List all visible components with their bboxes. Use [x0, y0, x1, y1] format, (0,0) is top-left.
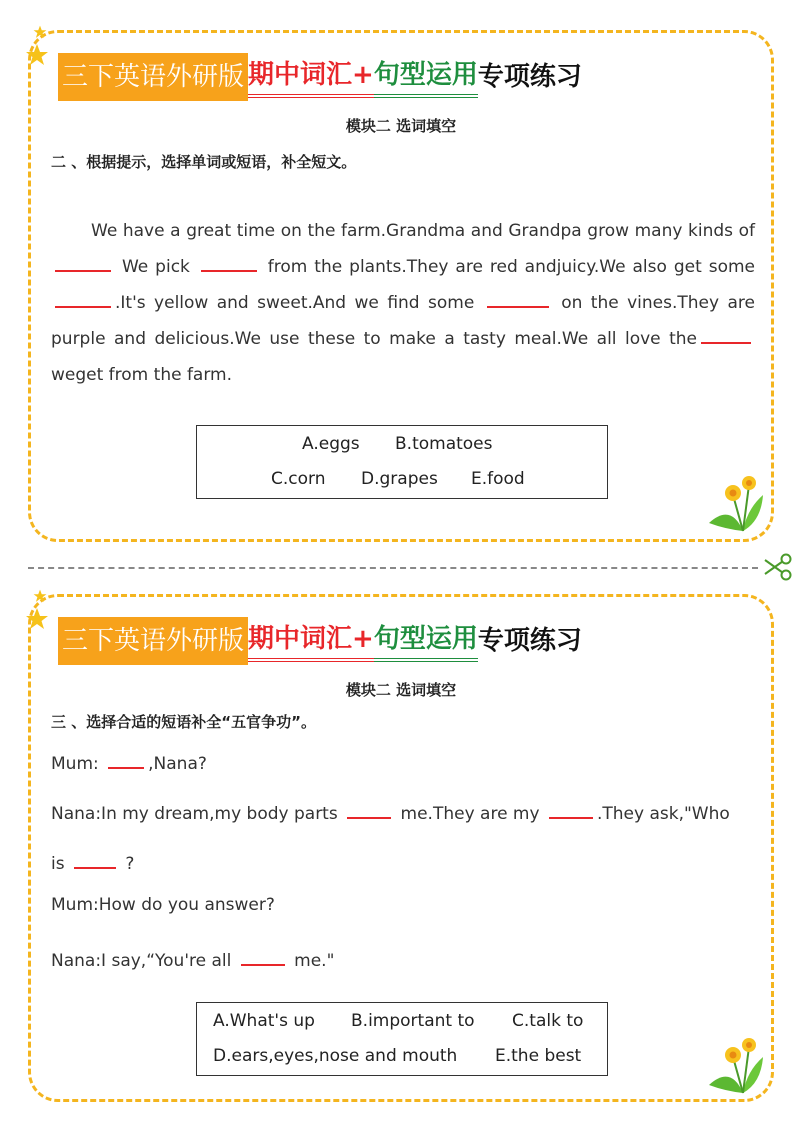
answer-blank[interactable]: [55, 250, 111, 272]
title-part-orange: 三下英语外研版: [58, 53, 248, 101]
passage-text: We have a great time on the farm.Grandma and Grandpa grow many kinds of: [91, 221, 755, 241]
option-a: A.What's up: [213, 1011, 315, 1031]
worksheet-title: [58, 617, 582, 665]
flower-icon: [703, 473, 769, 535]
passage-text: on the vines.They are purple and delicious.We use these to make a tasty meal.We all love the: [51, 293, 756, 349]
dialog-text: me.They are my: [400, 804, 540, 824]
answer-blank[interactable]: [108, 747, 144, 769]
star-icon: [25, 607, 49, 631]
section-instruction: 二 、根据提示，选择单词或短语，补全短文。: [51, 153, 357, 171]
title-part-black: 专项练习: [477, 626, 582, 656]
dialog-text: Mum:How do you answer?: [51, 895, 275, 915]
option-b: B.tomatoes: [395, 434, 493, 454]
answer-blank[interactable]: [701, 322, 751, 344]
answer-blank[interactable]: [549, 797, 593, 819]
title-part-red: 期中词汇+: [248, 620, 374, 662]
dialog-line: [51, 847, 134, 874]
passage-text: We pick: [121, 257, 190, 277]
option-c: C.talk to: [512, 1011, 584, 1031]
title-part-green: 句型运用: [374, 56, 478, 98]
passage-text: weget from the farm.: [51, 365, 233, 385]
dialog-text: .They ask,"Who: [596, 804, 730, 824]
dialog-text: is: [51, 854, 65, 874]
dialog-text: Nana:I say,“You're all: [51, 951, 232, 971]
passage-text: .It's yellow and sweet.And we find some: [115, 293, 475, 313]
section-instruction: 三 、选择合适的短语补全“五官争功”。: [51, 713, 316, 731]
dialog-text: Mum:: [51, 754, 99, 774]
star-icon: [25, 43, 49, 67]
dialog-line: [51, 895, 275, 915]
option-d: D.grapes: [361, 469, 438, 489]
answer-blank[interactable]: [74, 847, 116, 869]
dialog-text: me.": [294, 951, 335, 971]
answer-blank[interactable]: [347, 797, 391, 819]
option-b: B.important to: [351, 1011, 475, 1031]
star-icon: [33, 589, 47, 603]
worksheet-title: [58, 53, 582, 101]
worksheet-card-1: [28, 30, 774, 542]
passage-text: from the plants.They are red andjuicy.We also get some: [267, 257, 755, 277]
dialog-text: ?: [125, 854, 135, 874]
reading-passage: [51, 213, 755, 393]
star-icon: [33, 25, 47, 39]
scissors-icon: [762, 552, 792, 582]
section-subtitle: 模块二 选词填空: [345, 681, 457, 699]
option-a: A.eggs: [302, 434, 360, 454]
title-part-orange: 三下英语外研版: [58, 617, 248, 665]
word-bank: [196, 425, 608, 499]
title-part-green: 句型运用: [374, 620, 478, 662]
option-d: D.ears,eyes,nose and mouth: [213, 1046, 458, 1066]
dialog-line: [51, 944, 334, 971]
title-part-black: 专项练习: [477, 62, 582, 92]
answer-blank[interactable]: [201, 250, 257, 272]
title-part-red: 期中词汇+: [248, 56, 374, 98]
phrase-bank: [196, 1002, 608, 1076]
dialog-line: [51, 747, 207, 774]
section-subtitle: 模块二 选词填空: [345, 117, 457, 135]
dialog-line: [51, 797, 730, 824]
answer-blank[interactable]: [241, 944, 285, 966]
flower-icon: [703, 1035, 769, 1097]
option-c: C.corn: [271, 469, 326, 489]
dialog-text: Nana:In my dream,my body parts: [51, 804, 338, 824]
cut-line: [28, 567, 758, 569]
answer-blank[interactable]: [55, 286, 111, 308]
worksheet-card-2: [28, 594, 774, 1102]
option-e: E.food: [471, 469, 525, 489]
dialog-text: ,Nana?: [148, 754, 207, 774]
option-e: E.the best: [495, 1046, 582, 1066]
answer-blank[interactable]: [487, 286, 549, 308]
